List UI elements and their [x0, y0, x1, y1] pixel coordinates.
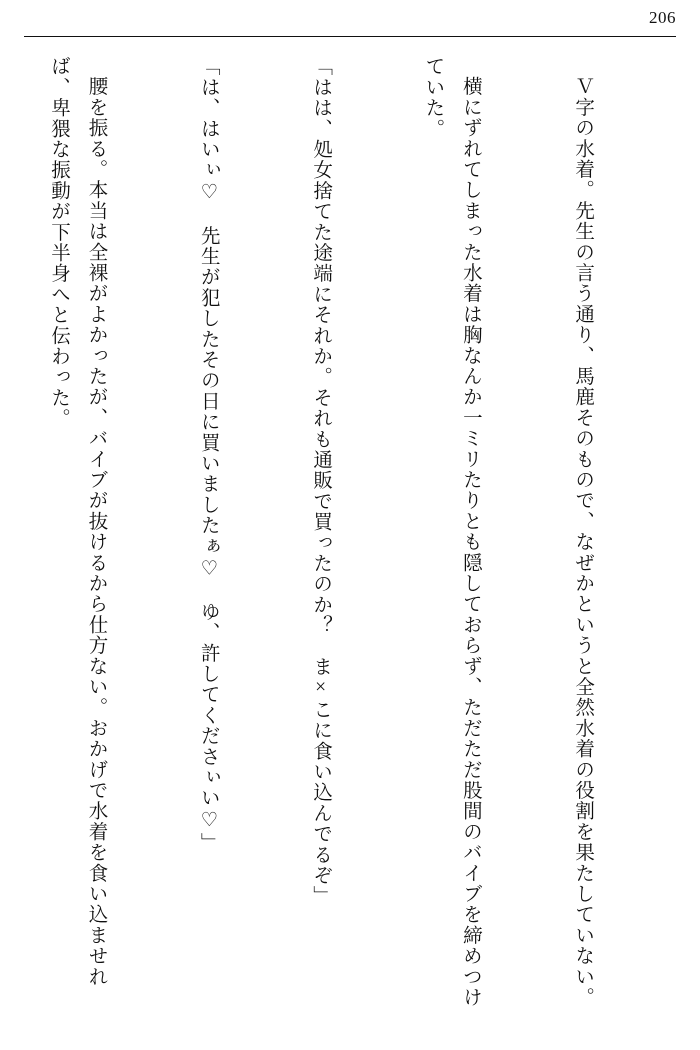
paragraph: 横にずれてしまった水着は胸なんか一ミリたりとも隠しておらず、ただただ股間のバイブを締めつけていた。 — [422, 56, 481, 1007]
header-rule — [24, 36, 676, 37]
page-body — [40, 56, 676, 1022]
paragraph: 「はは、処女捨てた途端にそれか。それも通販で買ったのか？ ま×こに食い込んでるぞ」 — [310, 56, 332, 907]
vertical-text-block — [40, 56, 676, 1022]
page-number: 206 — [649, 8, 676, 27]
paragraph: 「は、はいぃ♡ 先生が犯したその日に買いましたぁ♡ ゆ、許してくださぃい♡」 — [197, 56, 219, 854]
paragraph: 腰を振る。本当は全裸がよかったが、バイブが抜けるから仕方ない。おかげで水着を食い込ませれば、卑猥な振動が下半身へと伝わった。 — [48, 56, 107, 987]
paragraph: Ｖ字の水着。先生の言う通り、馬鹿そのもので、なぜかというと全然水着の役割を果たしていない。 — [572, 75, 594, 1007]
